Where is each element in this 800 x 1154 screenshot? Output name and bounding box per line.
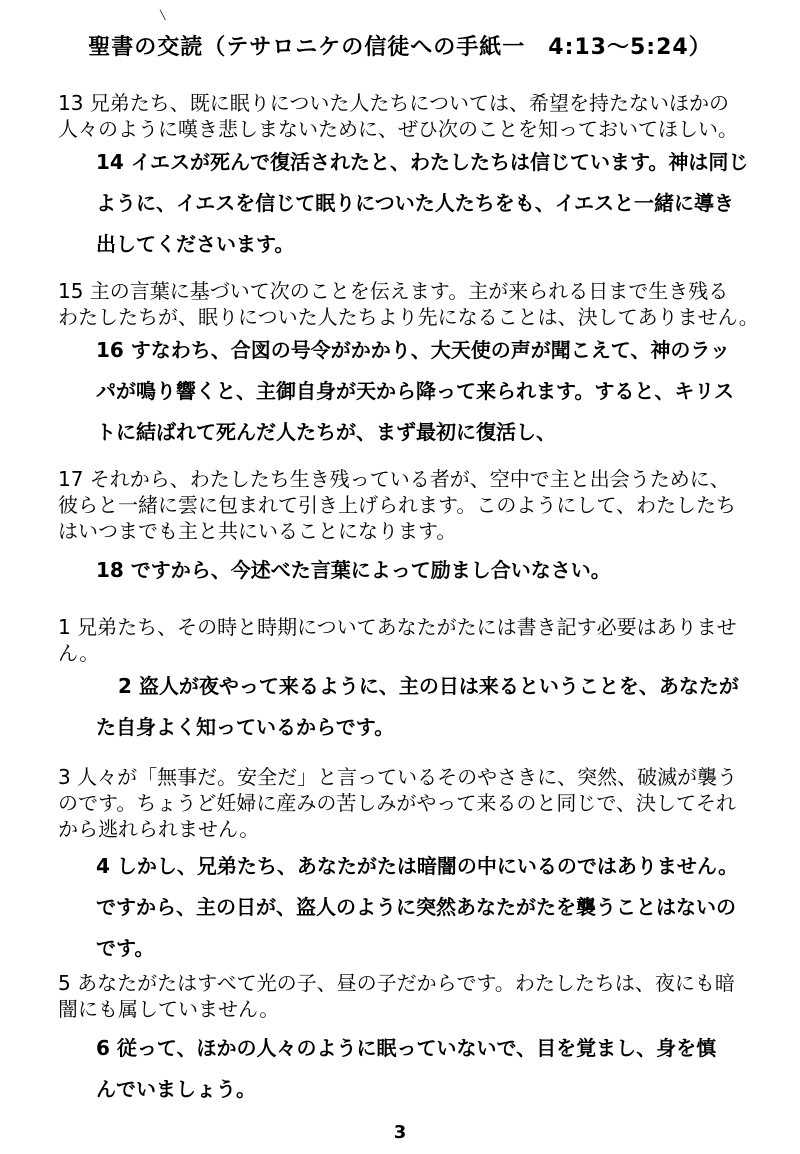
text-line: 1 兄弟たち、その時と時期についてあなたがたには書き記す必要はありませ: [58, 615, 737, 639]
scan-mark: ╲: [160, 11, 166, 21]
text-line: 出してくださいます。: [96, 232, 295, 256]
paragraph-verse-5-3: [58, 764, 737, 842]
text-line: です。: [96, 936, 155, 960]
text-line: 闇にも属していません。: [58, 997, 280, 1021]
text-line: ん。: [58, 641, 100, 665]
text-line: た自身よく知っているからです。: [96, 715, 395, 739]
paragraph-verse-5-1: [58, 614, 737, 666]
text-line: 人々のように嘆き悲しまないために、ぜひ次のことを知っておいてほしい。: [58, 117, 738, 141]
text-line: のです。ちょうど妊婦に産みの苦しみがやって来るのと同じで、決してそれ: [58, 791, 736, 815]
text-line: はいつまでも主と共にいることになります。: [58, 519, 457, 543]
paragraph-verse-5-6: [96, 1028, 716, 1110]
paragraph-verse-13: [58, 90, 738, 142]
page-number: 3: [393, 1122, 407, 1143]
text-line: ですから、主の日が、盗人のように突然あなたがたを襲うことはないの: [96, 895, 736, 919]
paragraph-verse-17: [58, 466, 736, 544]
text-line: 6 従って、ほかの人々のように眠っていないで、目を覚まし、身を慎: [96, 1036, 717, 1060]
text-line: トに結ばれて死んだ人たちが、まず最初に復活し、: [96, 420, 556, 444]
paragraph-verse-16: [96, 330, 734, 453]
paragraph-verse-18: [96, 550, 611, 591]
text-line: 16 すなわち、合図の号令がかかり、大天使の声が聞こえて、神のラッ: [96, 338, 730, 362]
text-line: 13 兄弟たち、既に眠りについた人たちについては、希望を持たないほかの: [58, 91, 730, 115]
text-line: 17 それから、わたしたち生き残っている者が、空中で主と出会うために、: [58, 467, 730, 491]
text-line: 2 盗人が夜やって来るように、主の日は来るということを、あなたが: [118, 674, 739, 698]
paragraph-verse-15: [58, 278, 759, 330]
text-line: 5 あなたがたはすべて光の子、昼の子だからです。わたしたちは、夜にも暗: [58, 971, 735, 995]
text-line: 15 主の言葉に基づいて次のことを伝えます。主が来られる日まで生き残る: [58, 279, 729, 303]
text-line: んでいましょう。: [96, 1077, 256, 1101]
paragraph-verse-14: [96, 142, 748, 265]
paragraph-verse-5-4: [96, 846, 738, 969]
text-line: から逃れられません。: [58, 817, 260, 841]
paragraph-verse-5-2: [96, 666, 739, 748]
text-line: わたしたちが、眠りについた人たちより先になることは、決してありません。: [58, 305, 759, 329]
paragraph-verse-5-5: [58, 970, 735, 1022]
text-line: ように、イエスを信じて眠りについた人たちをも、イエスと一緒に導き: [96, 191, 734, 215]
text-line: 彼らと一緒に雲に包まれて引き上げられます。このようにして、わたしたち: [58, 493, 736, 517]
text-line: 14 イエスが死んで復活されたと、わたしたちは信じています。神は同じ: [96, 150, 749, 174]
text-line: 4 しかし、兄弟たち、あなたがたは暗闇の中にいるのではありません。: [96, 854, 739, 878]
page-title: 聖書の交読（テサロニケの信徒への手紙一 4:13〜5:24）: [88, 35, 712, 60]
text-line: 18 ですから、今述べた言葉によって励まし合いなさい。: [96, 558, 611, 582]
text-line: 3 人々が「無事だ。安全だ」と言っているそのやさきに、突然、破滅が襲う: [58, 765, 738, 789]
text-line: パが鳴り響くと、主御自身が天から降って来られます。すると、キリス: [96, 379, 734, 403]
